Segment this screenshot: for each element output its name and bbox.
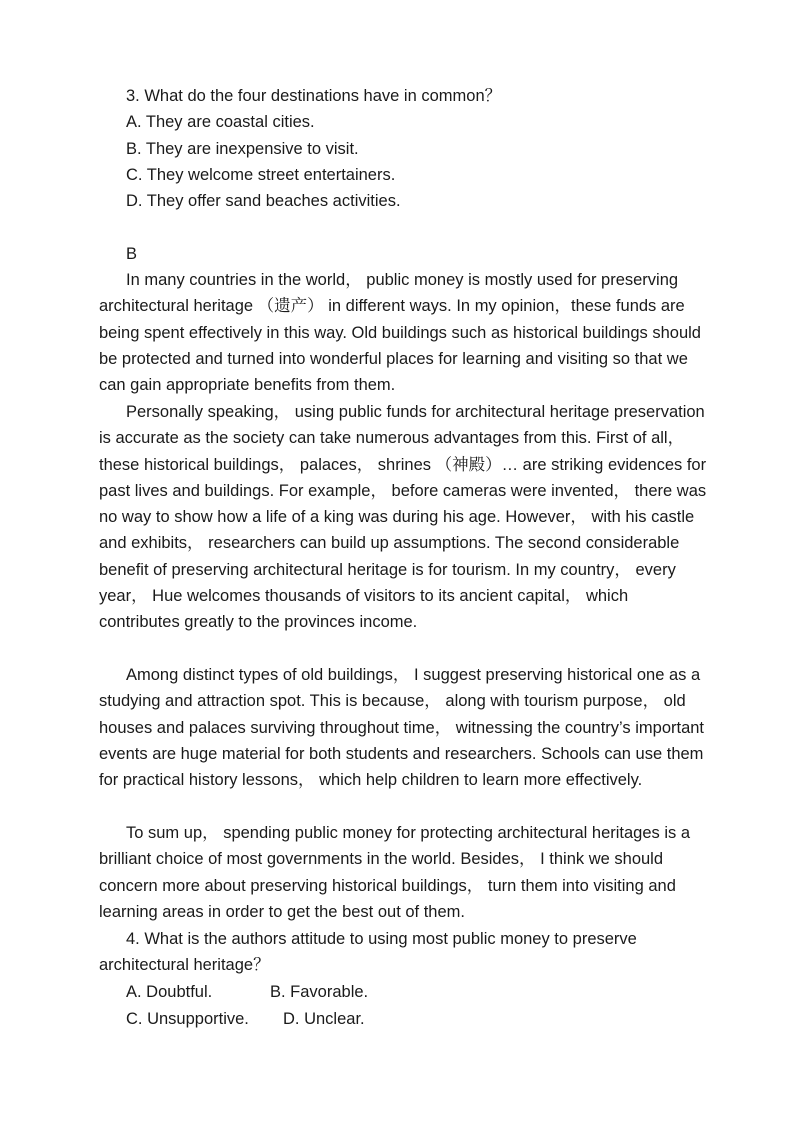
question-3-option-b: B. They are inexpensive to visit. bbox=[126, 140, 359, 158]
question-3-option-c: C. They welcome street entertainers. bbox=[126, 166, 396, 184]
question-3-option-a: A. They are coastal cities. bbox=[126, 113, 315, 131]
question-4-stem: 4. What is the authors attitude to using most public money to preserve architectural heritage？ bbox=[99, 930, 637, 975]
question-4-option-b: B. Favorable. bbox=[270, 983, 369, 1001]
question-3-stem: 3. What do the four destinations have in common？ bbox=[126, 87, 502, 105]
question-4-option-c: C. Unsupportive. bbox=[126, 1010, 249, 1028]
section-label: B bbox=[126, 245, 138, 263]
question-4-option-a: A. Doubtful. bbox=[126, 983, 213, 1001]
paragraph-3: Among distinct types of old buildings， I suggest preserving historical one as a studying and attraction spot. This is because， along with tourism purpose， old houses and palaces surviving throughout time， witnessing the country’s important events are huge material for both students and researchers. Schools can use them for practical history lessons， which help children to learn more effectively. bbox=[99, 666, 705, 790]
question-4-option-d: D. Unclear. bbox=[283, 1010, 365, 1028]
paragraph-4: To sum up， spending public money for protecting architectural heritages is a brilliant choice of most governments in the world. Besides， I think we should concern more about preserving historical buildings， turn them into visiting and learning areas in order to get the best out of them. bbox=[99, 824, 691, 921]
question-3-option-d: D. They offer sand beaches activities. bbox=[126, 192, 401, 210]
paragraph-1: In many countries in the world， public money is mostly used for preserving architectural heritage （遗产） in different ways. In my opinion，these funds are being spent effectively in this way. Old buildings such as historical buildings should be protected and turned into wonderful places for learning and visiting so that we can gain appropriate benefits from them. bbox=[99, 271, 701, 395]
paragraph-2: Personally speaking， using public funds for architectural heritage preservation is accurate as the society can take numerous advantages from this. First of all， these historical buildings， palaces， shrines （神殿）… are striking evidences for past lives and buildings. For example， before cameras were invented， there was no way to show how a life of a king was during his age. However， with his castle and exhibits， researchers can build up assumptions. The second considerable benefit of preserving architectural heritage is for tourism. In my country， every year， Hue welcomes thousands of visitors to its ancient capital， which contributes greatly to the provinces income. bbox=[99, 403, 707, 632]
